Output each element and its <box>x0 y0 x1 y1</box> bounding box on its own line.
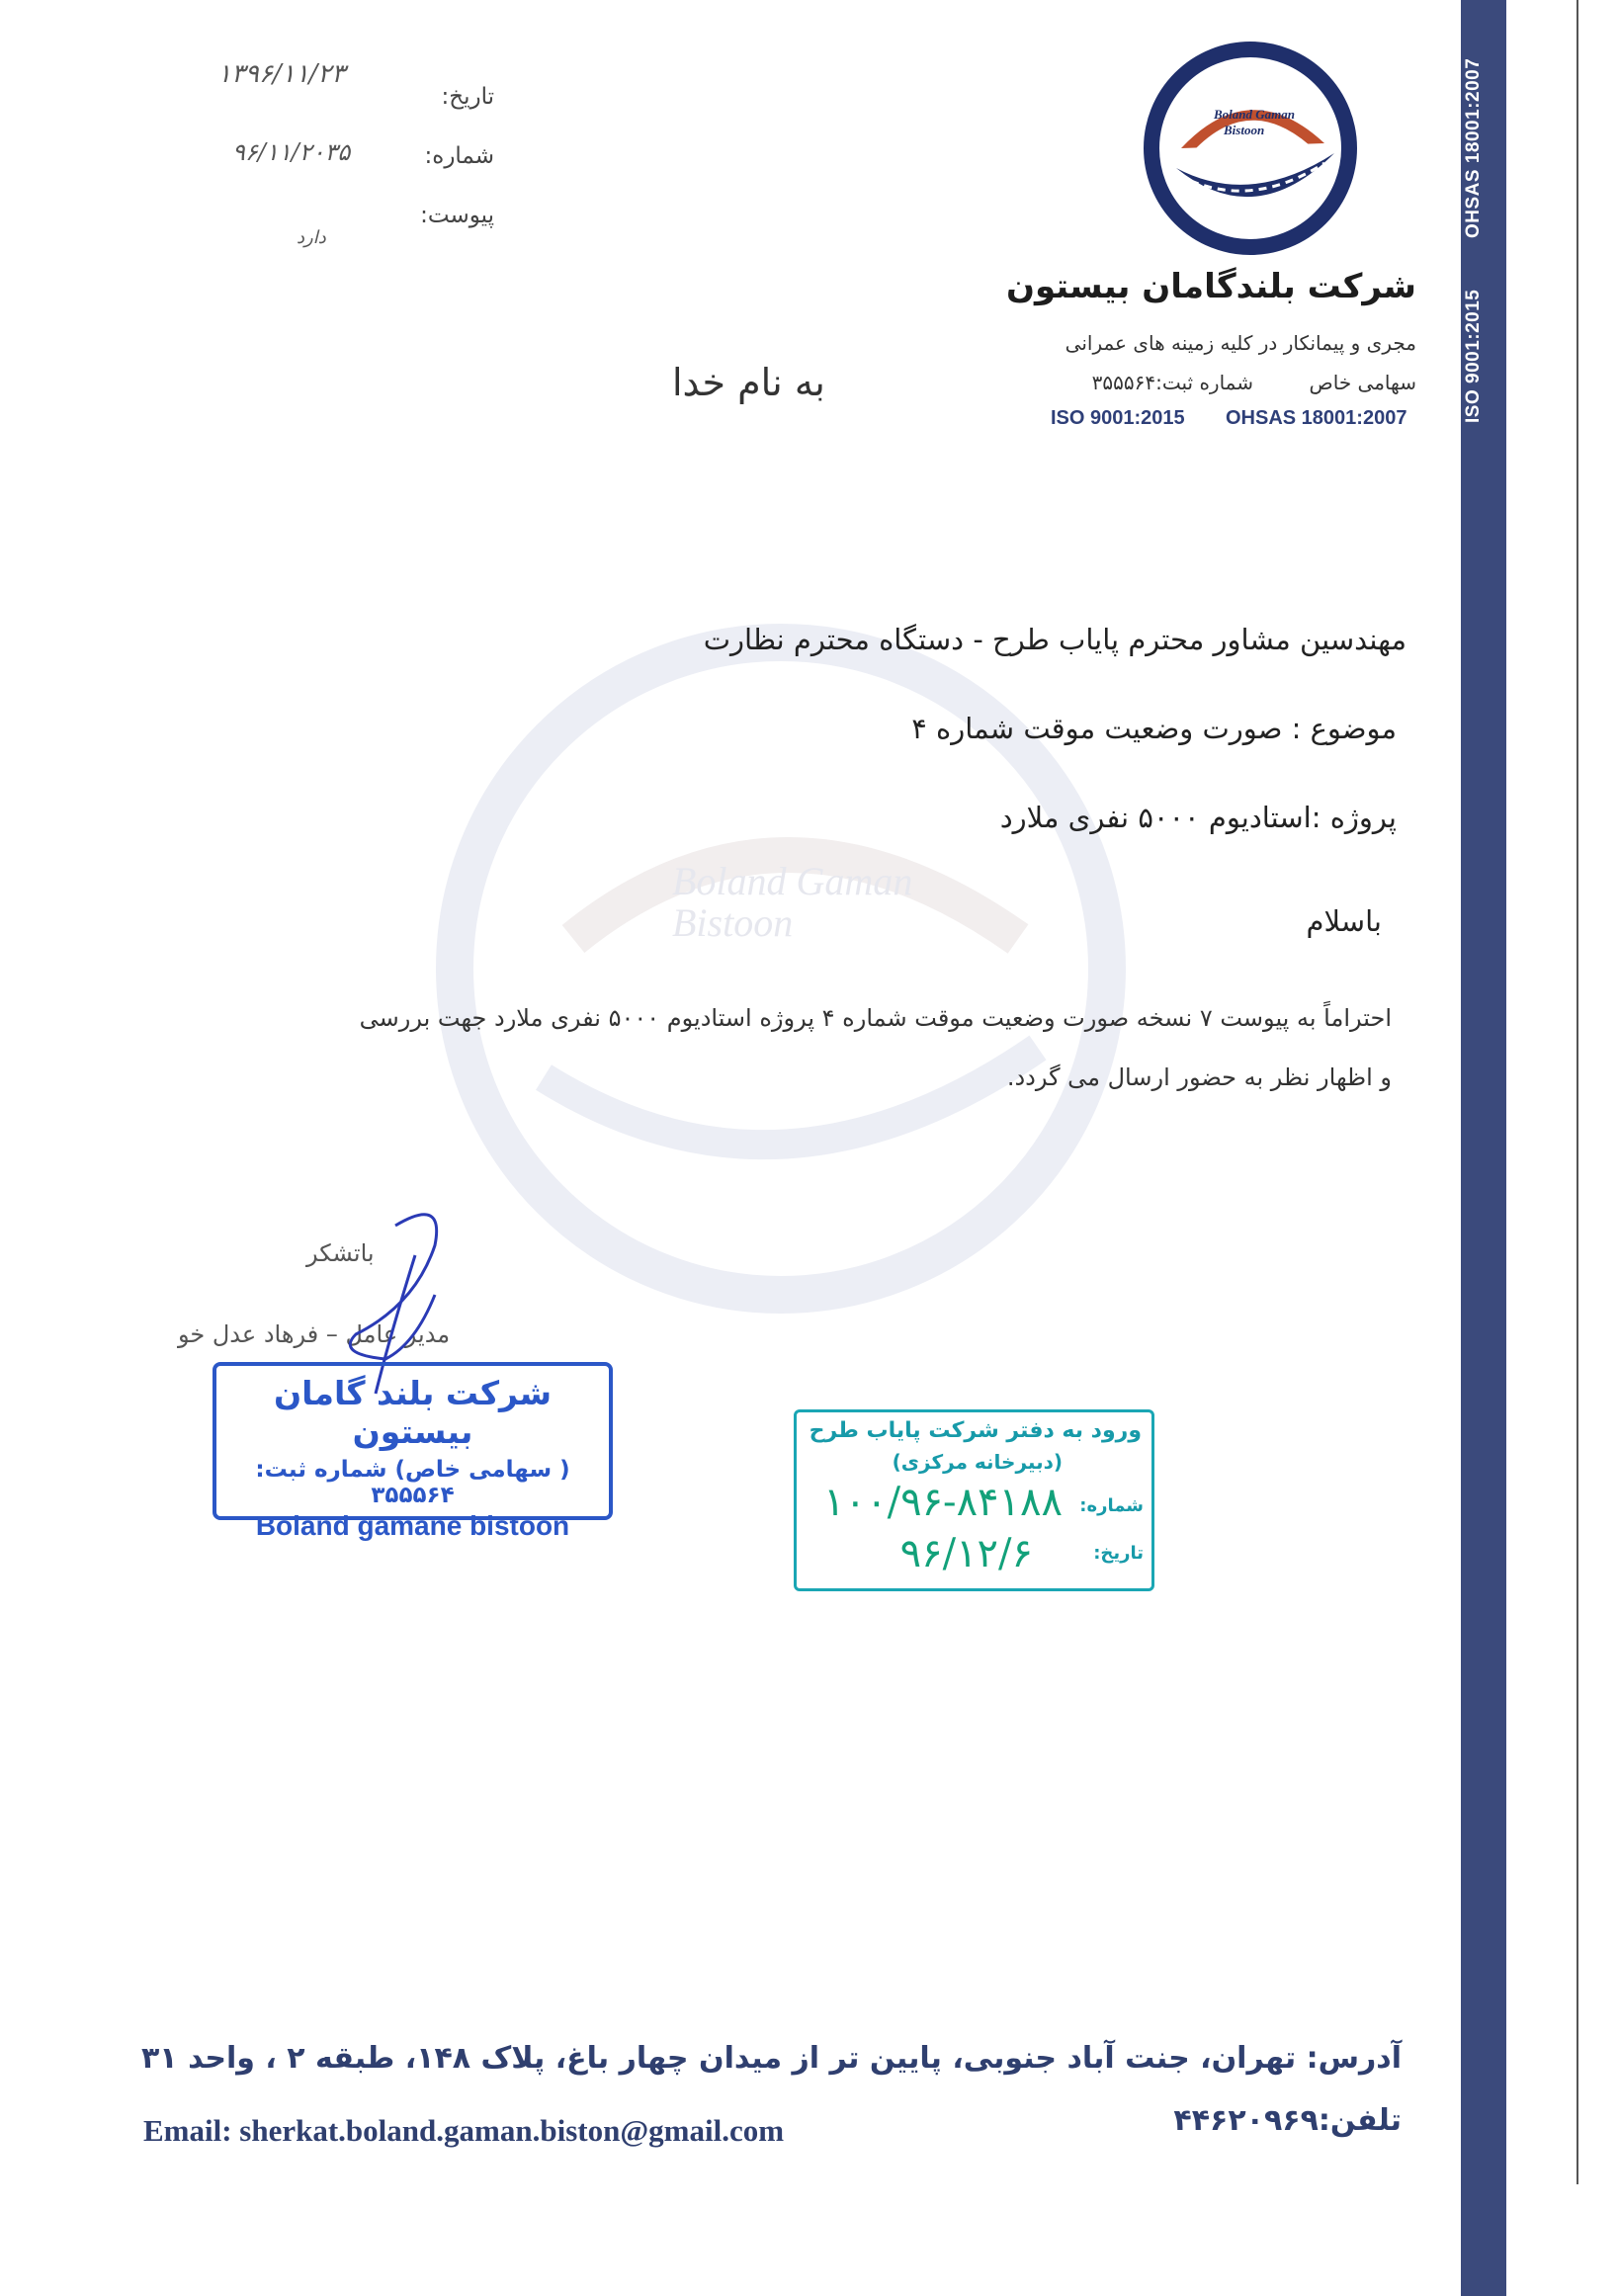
receipt-number-value: ۱۰۰/۹۶-۸۴۱۸۸ <box>823 1480 1063 1525</box>
company-stamp-line1: شرکت بلند گامان بیستون <box>273 1374 553 1451</box>
watermark-text-2: Bistoon <box>672 900 794 945</box>
receipt-date-label: تاریخ: <box>1093 1543 1144 1564</box>
company-stamp-line2: ( سهامی خاص) شماره ثبت: ۳۵۵۵۶۴ <box>255 1457 570 1508</box>
company-subtitle: مجری و پیمانکار در کلیه زمینه های عمرانی <box>1065 331 1416 355</box>
company-ohsas: OHSAS 18001:2007 <box>1226 407 1407 429</box>
body-line-1: احتراماً به پیوست ۷ نسخه صورت وضعیت موقت شماره ۴ پروژه استادیوم ۵۰۰۰ نفری ملارد جهت بررسی <box>359 1004 1392 1032</box>
company-logo <box>1137 35 1364 262</box>
basmala: به نام خدا <box>672 361 825 404</box>
receipt-date-value: ۹۶/۱۲/۶ <box>899 1531 1033 1576</box>
company-registration: شماره ثبت:۳۵۵۵۶۴ <box>1091 371 1253 394</box>
greeting: باسلام <box>1306 904 1382 938</box>
number-value: ۹۶/۱۱/۲۰۳۵ <box>232 138 351 166</box>
company-stamp <box>213 1362 613 1541</box>
band-ohsas: OHSAS 18001:2007 <box>1463 57 1484 239</box>
watermark-text-1: Boland Gaman <box>672 859 913 903</box>
date-value: ۱۳۹۶/۱۱/۲۳ <box>217 59 346 89</box>
receipt-number-label: شماره: <box>1079 1495 1144 1516</box>
receipt-stamp <box>794 1409 1154 1591</box>
company-iso: ISO 9001:2015 <box>1051 407 1185 429</box>
page-edge-line <box>1576 0 1578 2184</box>
signatory: مدیر عامل – فرهاد عدل خو <box>178 1320 451 1348</box>
recipient: مهندسین مشاور محترم پایاب طرح - دستگاه محترم نظارت <box>703 623 1406 656</box>
logo-text-2: Bistoon <box>1224 123 1265 137</box>
footer-address: آدرس: تهران، جنت آباد جنوبی، پایین تر از میدان چهار باغ، پلاک ۱۴۸، طبقه ۲ ، واحد ۳۱ <box>141 2041 1402 2076</box>
company-name: شرکت بلندگامان بیستون <box>1005 267 1416 306</box>
meta-block <box>198 59 494 247</box>
attachment-value: دارد <box>297 227 326 248</box>
thanks: باتشکر <box>306 1239 375 1267</box>
band-iso: ISO 9001:2015 <box>1463 289 1484 423</box>
subject: موضوع : صورت وضعیت موقت شماره ۴ <box>911 712 1397 745</box>
date-label: تاریخ: <box>441 84 494 110</box>
footer-email: Email: sherkat.boland.gaman.biston@gmail.com <box>143 2113 785 2148</box>
receipt-stamp-title: ورود به دفتر شرکت پایاب طرح <box>809 1418 1142 1443</box>
receipt-stamp-subtitle: (دبیرخانه مرکزی) <box>892 1450 1063 1474</box>
company-stamp-line3: Boland gamane bistoon <box>255 1510 570 1541</box>
body-line-2: و اظهار نظر به حضور ارسال می گردد. <box>1006 1063 1392 1091</box>
attachment-label: پیوست: <box>420 203 494 228</box>
footer-phone: تلفن:۴۴۶۲۰۹۶۹ <box>1173 2103 1402 2138</box>
project: پروژه :استادیوم ۵۰۰۰ نفری ملارد <box>999 801 1397 834</box>
logo-text-1: Boland Gaman <box>1214 107 1295 122</box>
number-label: شماره: <box>424 143 494 169</box>
company-type: سهامی خاص <box>1309 371 1416 394</box>
